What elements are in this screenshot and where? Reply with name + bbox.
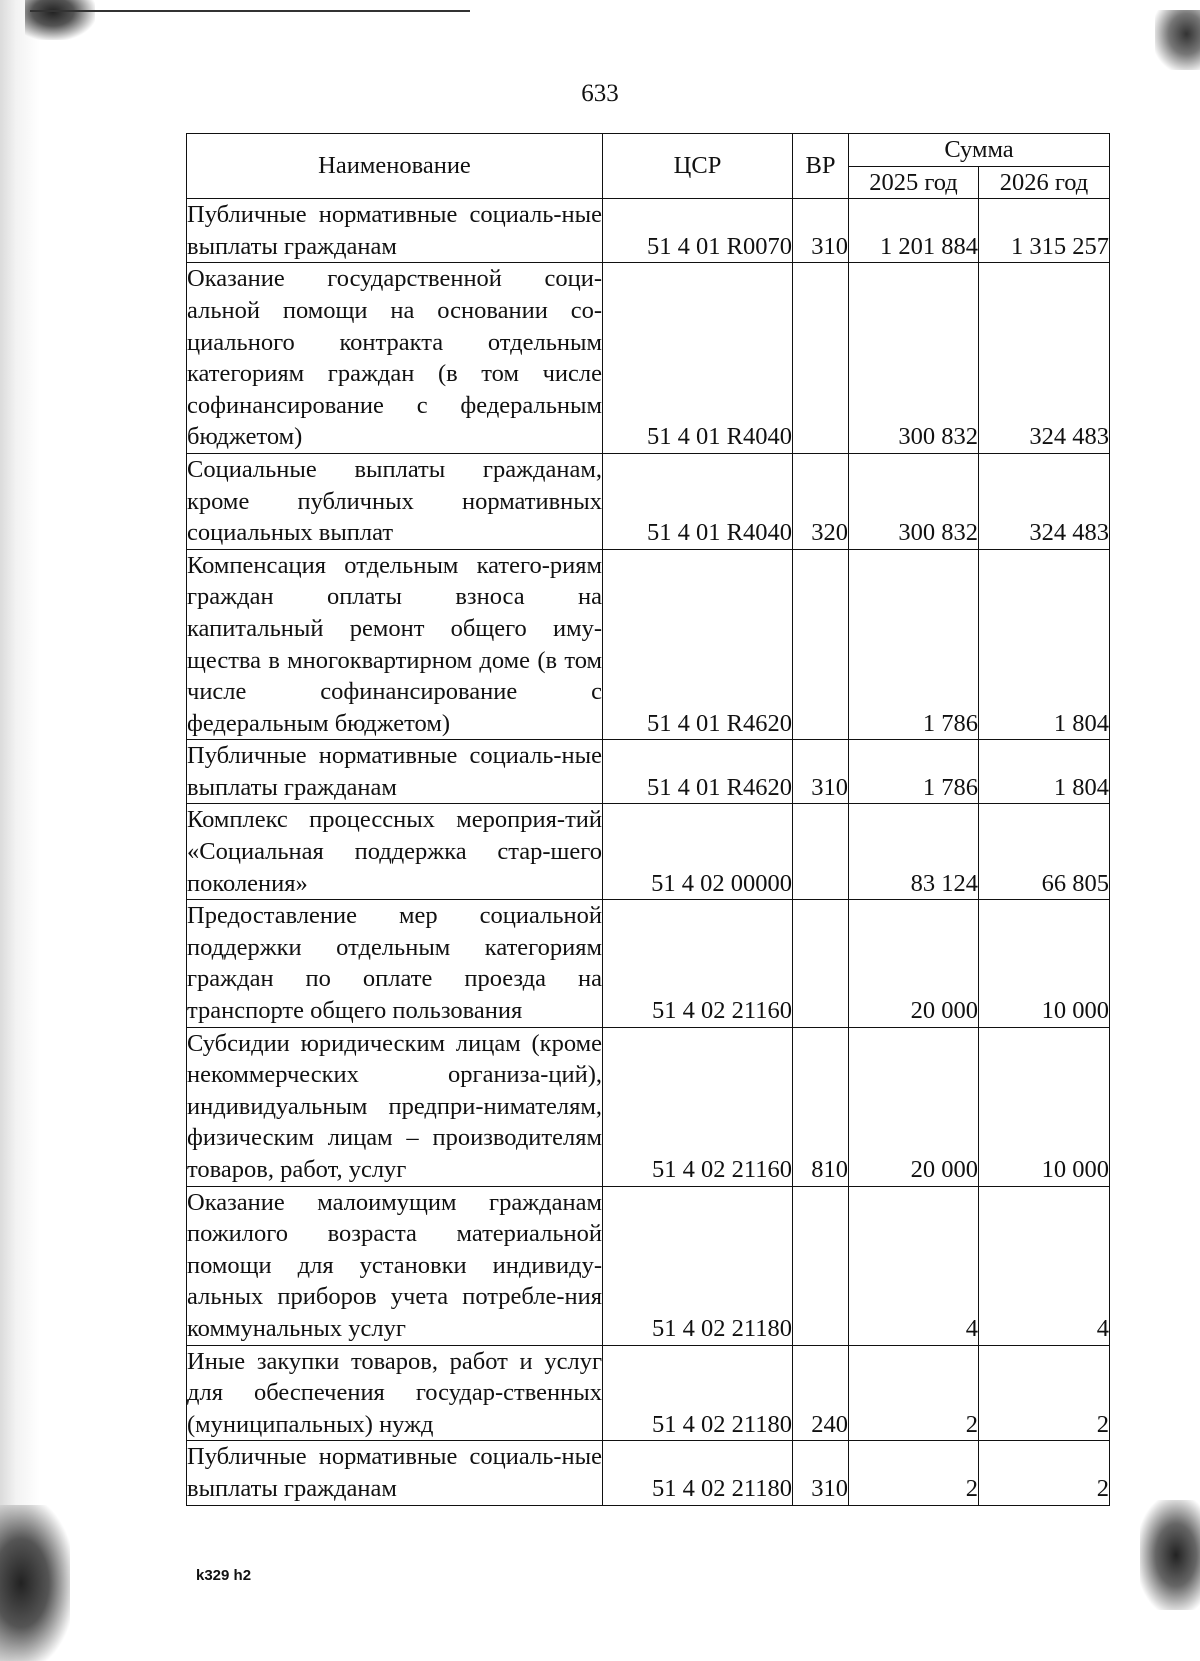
row-sum-2026: 324 483 bbox=[979, 453, 1110, 549]
page-number: 633 bbox=[581, 80, 619, 107]
row-vr: 810 bbox=[793, 1027, 849, 1186]
scan-artifact-top-line bbox=[30, 10, 470, 12]
table-row bbox=[187, 549, 1110, 740]
scan-shadow-left bbox=[0, 0, 40, 1661]
header-year-2025: 2025 год bbox=[849, 166, 979, 199]
scan-artifact-bottom-right bbox=[1140, 1500, 1200, 1610]
row-csr: 51 4 02 21160 bbox=[603, 900, 793, 1027]
row-sum-2026: 2 bbox=[979, 1441, 1110, 1505]
row-sum-2025: 1 786 bbox=[849, 740, 979, 804]
row-sum-2025: 1 201 884 bbox=[849, 199, 979, 263]
row-name: Социальные выплаты гражданам, кроме публичных нормативных социальных выплат bbox=[187, 453, 603, 549]
row-sum-2026: 10 000 bbox=[979, 1027, 1110, 1186]
row-sum-2025: 4 bbox=[849, 1186, 979, 1345]
row-vr bbox=[793, 1186, 849, 1345]
header-year-2026: 2026 год bbox=[979, 166, 1110, 199]
row-name: Публичные нормативные социаль-ные выплаты гражданам bbox=[187, 1441, 603, 1505]
row-name: Публичные нормативные социаль-ные выплаты гражданам bbox=[187, 199, 603, 263]
table-row bbox=[187, 263, 1110, 454]
table-row bbox=[187, 1345, 1110, 1441]
row-sum-2026: 10 000 bbox=[979, 900, 1110, 1027]
row-sum-2025: 20 000 bbox=[849, 900, 979, 1027]
scan-artifact-top-left bbox=[25, 0, 95, 40]
row-vr bbox=[793, 549, 849, 740]
row-csr: 51 4 02 21180 bbox=[603, 1345, 793, 1441]
row-name: Публичные нормативные социаль-ные выплаты гражданам bbox=[187, 740, 603, 804]
row-vr: 310 bbox=[793, 740, 849, 804]
row-name: Оказание малоимущим гражданам пожилого возраста материальной помощи для установки индивиду-альных приборов учета потребле-ния коммунальных услуг bbox=[187, 1186, 603, 1345]
row-vr bbox=[793, 900, 849, 1027]
header-vr: ВР bbox=[793, 134, 849, 199]
row-sum-2025: 300 832 bbox=[849, 263, 979, 454]
row-sum-2026: 4 bbox=[979, 1186, 1110, 1345]
row-name: Компенсация отдельным катего-риям граждан оплаты взноса на капитальный ремонт общего иму-щества в многоквартирном доме (в том числе софинансирование с федеральным бюджетом) bbox=[187, 549, 603, 740]
table-row bbox=[187, 1441, 1110, 1505]
table-row bbox=[187, 900, 1110, 1027]
table-header bbox=[187, 134, 1110, 199]
row-sum-2026: 66 805 bbox=[979, 804, 1110, 900]
row-csr: 51 4 02 00000 bbox=[603, 804, 793, 900]
row-sum-2026: 1 804 bbox=[979, 740, 1110, 804]
row-sum-2026: 2 bbox=[979, 1345, 1110, 1441]
row-vr: 320 bbox=[793, 453, 849, 549]
row-name: Оказание государственной соци-альной помощи на основании со-циального контракта отдельным категориям граждан (в том числе софинансирование с федеральным бюджетом) bbox=[187, 263, 603, 454]
row-sum-2025: 2 bbox=[849, 1441, 979, 1505]
table-row bbox=[187, 453, 1110, 549]
row-csr: 51 4 01 R0070 bbox=[603, 199, 793, 263]
row-name: Иные закупки товаров, работ и услуг для обеспечения государ-ственных (муниципальных) нужд bbox=[187, 1345, 603, 1441]
row-sum-2026: 1 315 257 bbox=[979, 199, 1110, 263]
row-vr: 240 bbox=[793, 1345, 849, 1441]
footer-code: k329 h2 bbox=[196, 1567, 252, 1584]
row-vr: 310 bbox=[793, 199, 849, 263]
table-row bbox=[187, 804, 1110, 900]
row-sum-2025: 2 bbox=[849, 1345, 979, 1441]
row-sum-2026: 324 483 bbox=[979, 263, 1110, 454]
row-csr: 51 4 02 21160 bbox=[603, 1027, 793, 1186]
header-csr: ЦСР bbox=[603, 134, 793, 199]
row-csr: 51 4 01 R4620 bbox=[603, 740, 793, 804]
table-row bbox=[187, 199, 1110, 263]
row-csr: 51 4 01 R4040 bbox=[603, 453, 793, 549]
row-sum-2025: 300 832 bbox=[849, 453, 979, 549]
budget-table bbox=[186, 133, 1110, 1506]
row-csr: 51 4 02 21180 bbox=[603, 1186, 793, 1345]
table-row bbox=[187, 740, 1110, 804]
row-csr: 51 4 01 R4620 bbox=[603, 549, 793, 740]
row-name: Предоставление мер социальной поддержки отдельным категориям граждан по оплате проезда на транспорте общего пользования bbox=[187, 900, 603, 1027]
row-name: Субсидии юридическим лицам (кроме некоммерческих организа-ций), индивидуальным предпри-нимателям, физическим лицам – производителям товаров, работ, услуг bbox=[187, 1027, 603, 1186]
header-sum: Сумма bbox=[849, 134, 1110, 167]
row-sum-2025: 83 124 bbox=[849, 804, 979, 900]
row-name: Комплекс процессных мероприя-тий «Социальная поддержка стар-шего поколения» bbox=[187, 804, 603, 900]
scan-artifact-bottom-left bbox=[0, 1505, 70, 1661]
row-vr bbox=[793, 263, 849, 454]
row-sum-2026: 1 804 bbox=[979, 549, 1110, 740]
table-row bbox=[187, 1027, 1110, 1186]
row-sum-2025: 20 000 bbox=[849, 1027, 979, 1186]
row-vr bbox=[793, 804, 849, 900]
header-name: Наименование bbox=[187, 134, 603, 199]
table-row bbox=[187, 1186, 1110, 1345]
table-body bbox=[187, 199, 1110, 1505]
row-csr: 51 4 01 R4040 bbox=[603, 263, 793, 454]
scan-artifact-top-right bbox=[1155, 10, 1200, 70]
row-vr: 310 bbox=[793, 1441, 849, 1505]
row-csr: 51 4 02 21180 bbox=[603, 1441, 793, 1505]
row-sum-2025: 1 786 bbox=[849, 549, 979, 740]
